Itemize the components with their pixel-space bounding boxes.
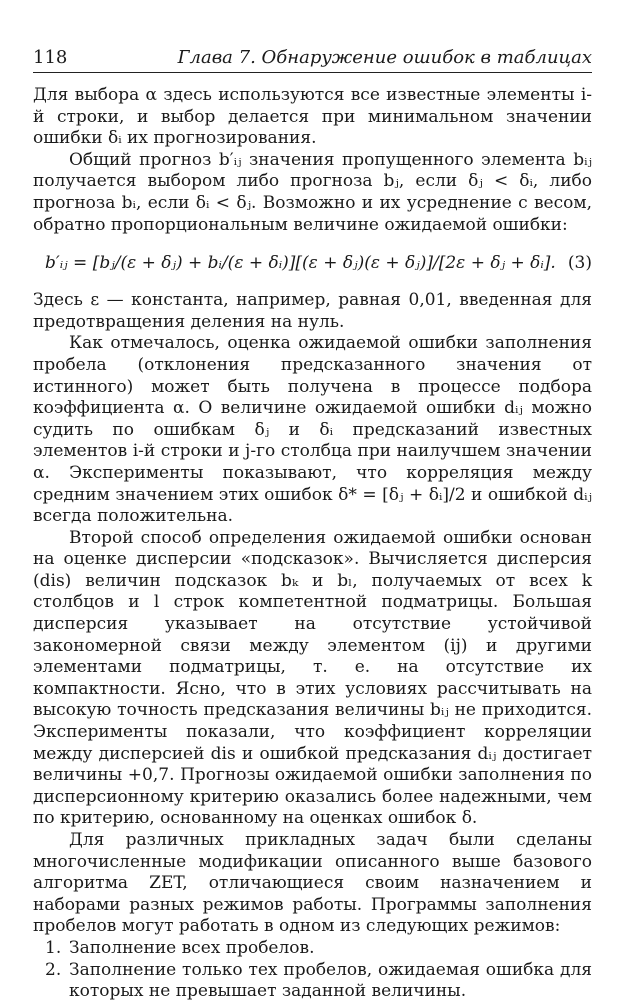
- paragraph: Общий прогноз b′ᵢⱼ значения пропущенного элемента bᵢⱼ получается выбором либо прогноза bⱼ, если δⱼ < δᵢ, либо прогноза bᵢ, если δᵢ < δⱼ. Возможно и их усреднение с весом, обратно пропорциональным величине ожидаемой ошибки:: [33, 149, 592, 235]
- formula-3: [33, 250, 592, 278]
- modes-list: [33, 938, 592, 1003]
- paragraph: Для различных прикладных задач были сделаны многочисленные модификации описанного выше базового алгоритма ZET, отличающиеся своим назначением и наборами разных режимов работы. Программы заполнения пробелов могут работать в одном из следующих режимов:: [33, 830, 592, 937]
- page-header: [33, 44, 592, 73]
- running-title: Глава 7. Обнаружение ошибок в таблицах: [177, 47, 592, 68]
- list-item: [33, 960, 592, 1003]
- formula-number: (3): [567, 253, 592, 274]
- paragraph: Здесь ε — константа, например, равная 0,01, введенная для предотвращения деления на нуль.: [33, 290, 592, 332]
- list-item: [33, 938, 592, 960]
- list-item-text: Заполнение только тех пробелов, ожидаемая ошибка для которых не превышает заданной величины.: [69, 959, 592, 1002]
- paragraph: Второй способ определения ожидаемой ошибки основан на оценке дисперсии «подсказок». Вычисляется дисперсия (dis) величин подсказок bₖ и bₗ, получаемых от всех k столбцов и l строк компетентной подматрицы. Большая дисперсия указывает на отсутствие устойчивой закономерной связи между элементом (ij) и другими элементами подматрицы, т. е. на отсутствие их компактности. Ясно, что в этих условиях рассчитывать на высокую точность предсказания величины bᵢⱼ не приходится. Эксперименты показали, что коэффициент корреляции между дисперсией dis и ошибкой предсказания dᵢⱼ достигает величины +0,7. Прогнозы ожидаемой ошибки заполнения по дисперсионному критерию оказались более надежными, чем по критерию, основанному на оценках ошибок δ.: [33, 527, 592, 829]
- list-item-number: 2.: [45, 959, 62, 980]
- paragraph: Как отмечалось, оценка ожидаемой ошибки заполнения пробела (отклонения предсказанного значения от истинного) может быть получена в процессе подбора коэффициента α. О величине ожидаемой ошибки dᵢⱼ можно судить по ошибкам δⱼ и δᵢ предсказаний известных элементов i-й строки и j-го столбца при наилучшем значении α. Эксперименты показывают, что корреляция между средним значением этих ошибок δ* = [δⱼ + δᵢ]/2 и ошибкой dᵢⱼ всегда положительна.: [33, 333, 592, 527]
- list-item-text: Заполнение всех пробелов.: [69, 937, 315, 958]
- page-number: 118: [33, 47, 68, 68]
- paragraph: Для выбора α здесь используются все известные элементы i-й строки, и выбор делается при минимальном значении ошибки δᵢ их прогнозирования.: [33, 85, 592, 149]
- page-body: [33, 85, 592, 1003]
- formula-body: b′ᵢⱼ = [bⱼ/(ε + δⱼ) + bᵢ/(ε + δᵢ)][(ε + δⱼ)(ε + δⱼ)]/[2ε + δⱼ + δᵢ].: [45, 253, 556, 274]
- list-item-number: 1.: [45, 937, 62, 958]
